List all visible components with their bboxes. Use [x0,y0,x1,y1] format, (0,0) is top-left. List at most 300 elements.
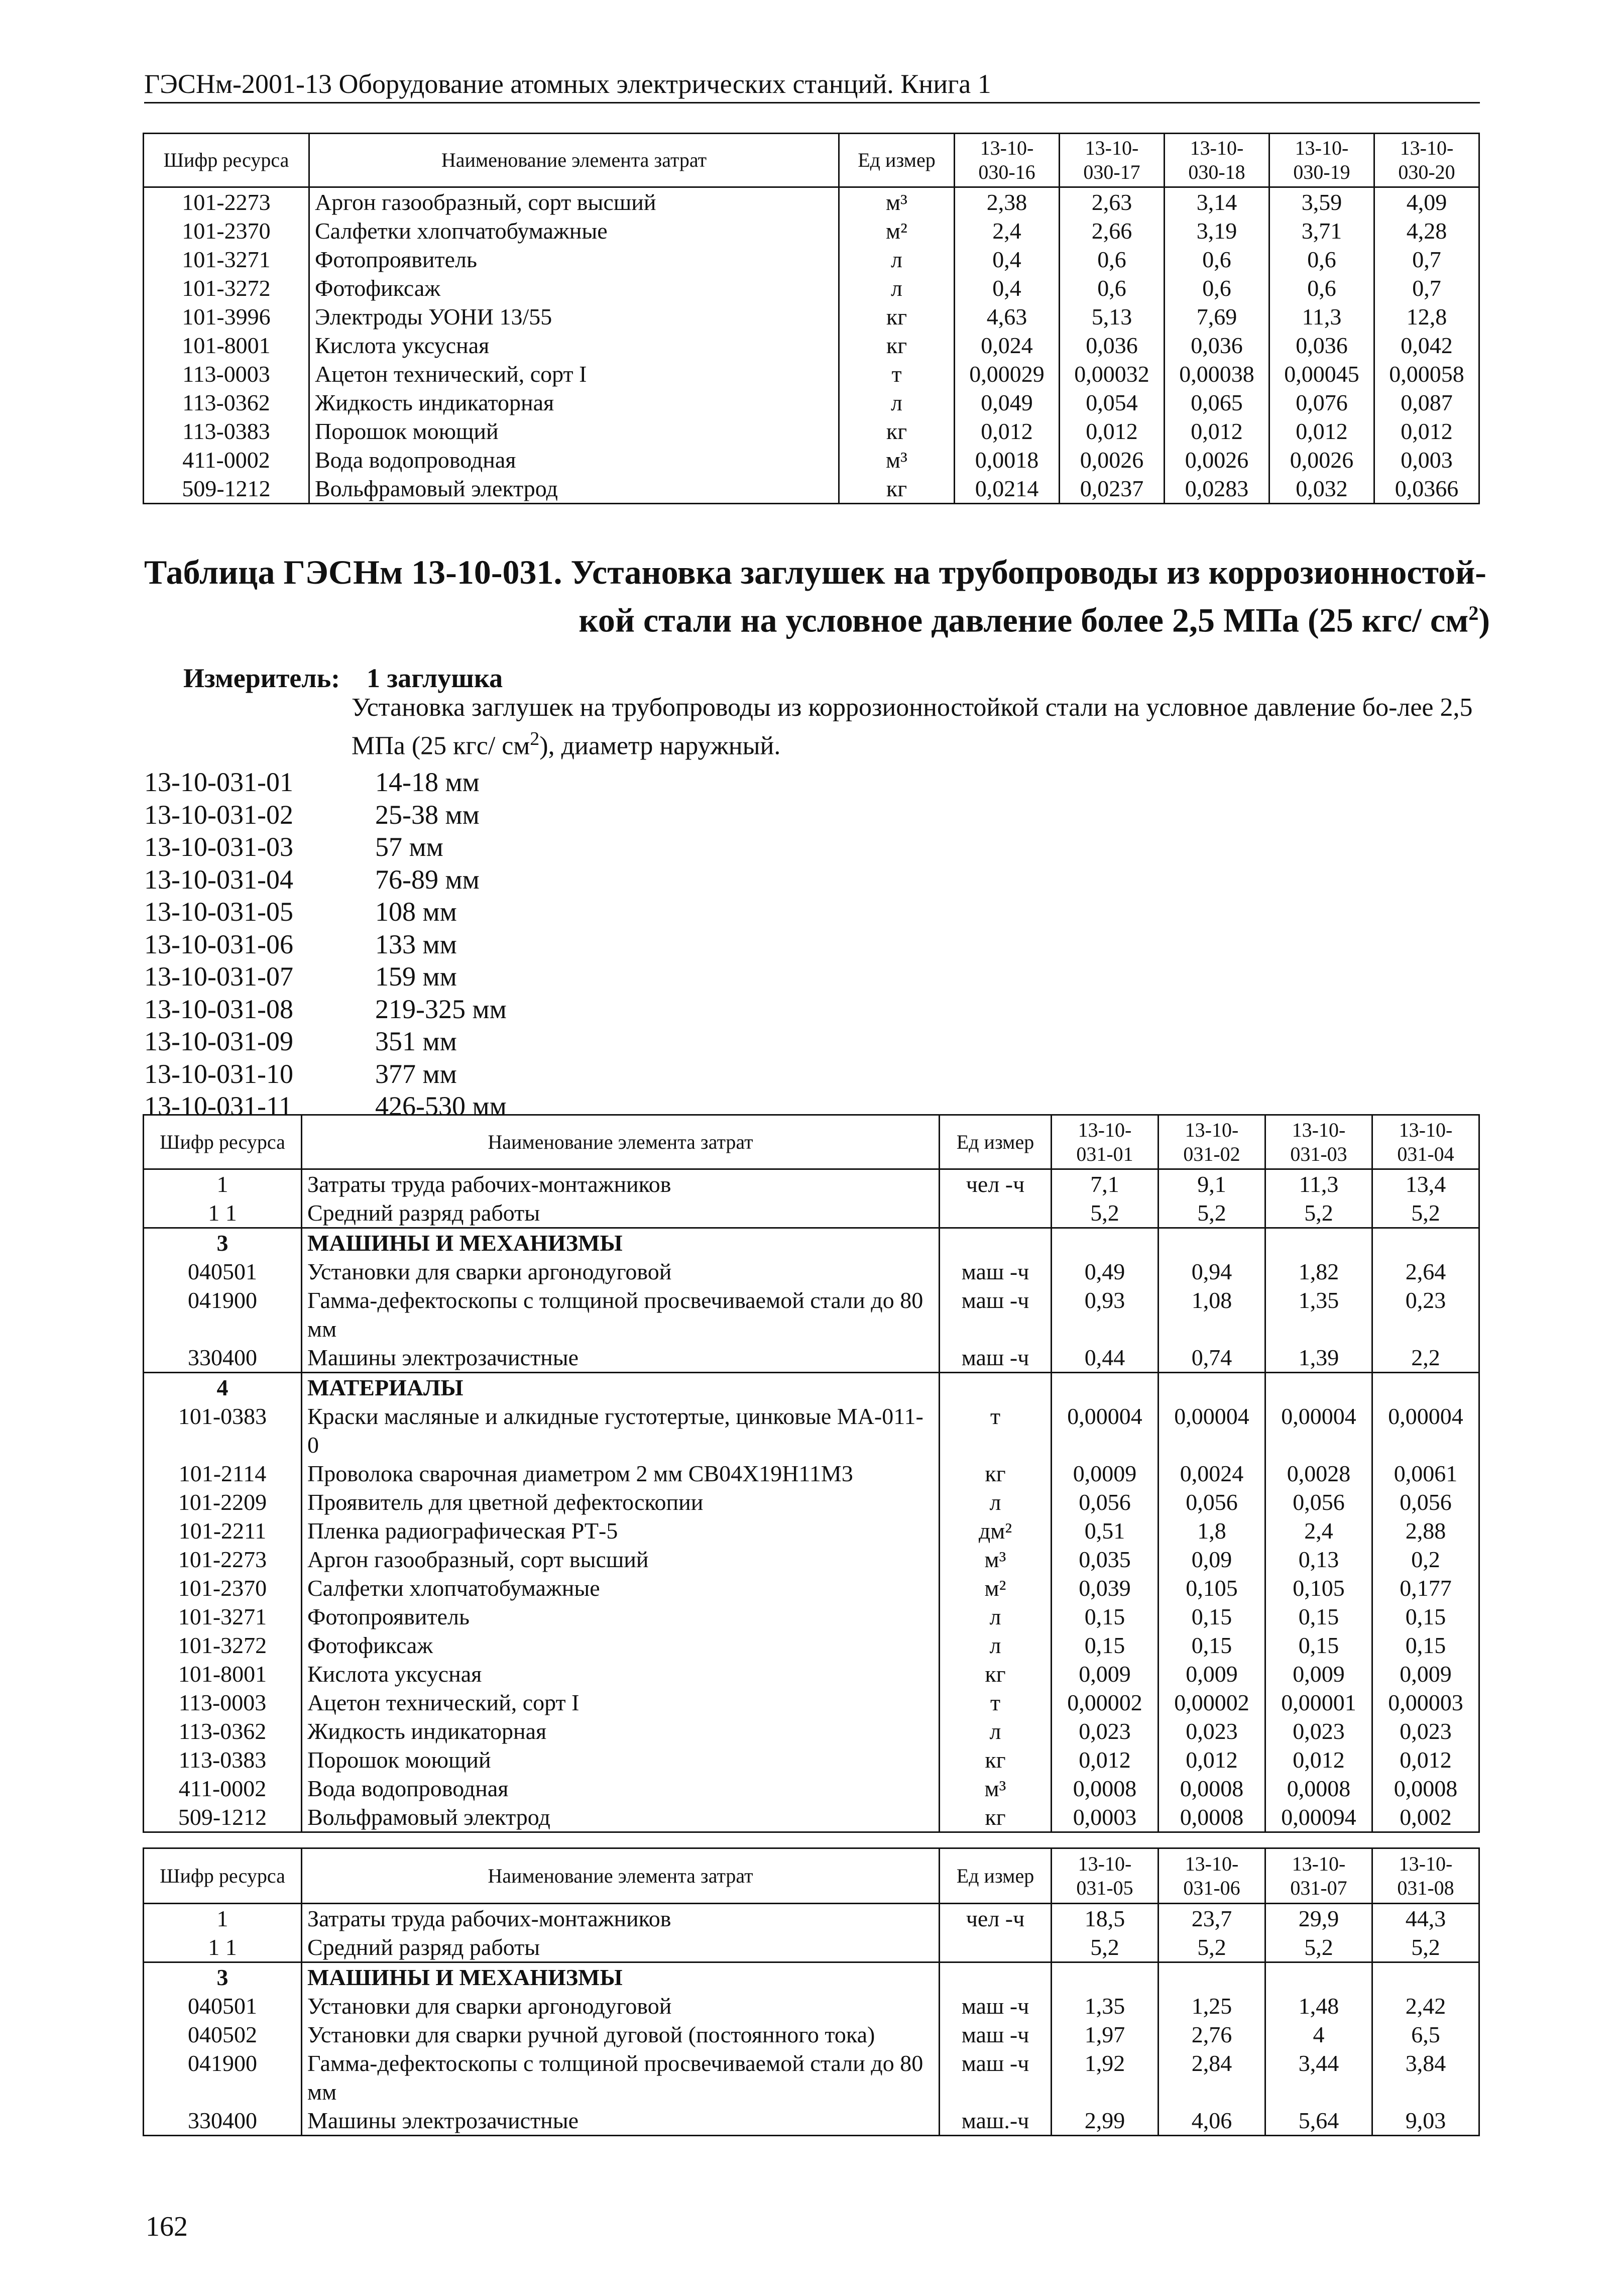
resource-value: 0,15 [1052,1631,1159,1660]
resource-value: 0,0237 [1060,474,1165,504]
resource-value: 0,012 [1372,1745,1479,1774]
resource-value: 4,63 [955,302,1060,331]
variant-item [144,1058,507,1090]
header-col: 13-10- 031-04 [1372,1115,1479,1169]
resource-name: Кислота уксусная [309,331,839,360]
resource-value: 0,012 [1159,1745,1265,1774]
resource-value: 0,009 [1265,1660,1372,1688]
resource-code: 113-0003 [144,360,309,388]
resource-value: 0,023 [1159,1717,1265,1745]
resource-name: Вода водопроводная [302,1774,940,1803]
resource-value: 0,042 [1374,331,1479,360]
resource-name: Вольфрамовый электрод [302,1803,940,1832]
table-row [144,474,1479,504]
resource-value: 5,2 [1372,1198,1479,1228]
resource-value: 0,039 [1052,1574,1159,1602]
variant-size: 14-18 мм [375,767,480,797]
table-row [144,417,1479,446]
measurement-superscript: 2 [530,728,540,749]
resource-unit: чел -ч [940,1169,1052,1199]
resource-code: 411-0002 [144,446,309,474]
resource-name: Аргон газообразный, сорт высший [302,1545,940,1574]
table-row [144,331,1479,360]
resource-unit [940,1962,1052,1992]
resource-name: Установки для сварки аргонодуговой [302,1257,940,1286]
resource-unit: маш -ч [940,1286,1052,1343]
resource-value: 23,7 [1159,1904,1265,1933]
resource-value: 6,5 [1372,2020,1479,2049]
table-row [144,1459,1479,1488]
header-col: 13-10- 030-20 [1374,134,1479,187]
resource-value: 0,00004 [1052,1402,1159,1459]
table-row [144,1688,1479,1717]
resource-value: 13,4 [1372,1169,1479,1199]
resource-unit: кг [839,417,955,446]
resource-value: 0,002 [1372,1803,1479,1832]
resource-code: 101-2273 [144,187,309,217]
resource-value: 0,056 [1052,1488,1159,1516]
resource-unit: дм² [940,1516,1052,1545]
resource-value: 0,012 [1265,1745,1372,1774]
resource-value: 0,00032 [1060,360,1165,388]
resource-value: 2,88 [1372,1516,1479,1545]
variant-code: 13-10-031-03 [144,832,293,862]
table-title-line-2 [144,593,1490,641]
resource-code: 101-3271 [144,1602,302,1631]
variant-item [144,896,507,928]
resource-unit: л [940,1631,1052,1660]
resource-value: 1,35 [1052,1992,1159,2020]
resource-value: 0,0024 [1159,1459,1265,1488]
resource-code: 1 [144,1169,302,1199]
table-row [144,1545,1479,1574]
resource-value: 2,38 [955,187,1060,217]
table-row [144,1402,1479,1459]
resource-code: 411-0002 [144,1774,302,1803]
resource-unit: кг [940,1745,1052,1774]
table-row [144,1992,1479,2020]
variant-size: 351 мм [375,1026,457,1056]
resource-value: 0,23 [1372,1286,1479,1343]
resource-code: 101-2209 [144,1488,302,1516]
table-row [144,360,1479,388]
table-row [144,1373,1479,1402]
table-row [144,1516,1479,1545]
resource-value: 1,97 [1052,2020,1159,2049]
resource-value: 0,0008 [1265,1774,1372,1803]
resource-value: 0,15 [1372,1602,1479,1631]
resource-value: 0,076 [1269,388,1374,417]
variant-item [144,993,507,1026]
variant-item [144,831,507,863]
resource-value: 2,4 [955,216,1060,245]
resource-unit: чел -ч [940,1904,1052,1933]
resource-value: 1,82 [1265,1257,1372,1286]
resource-name: Электроды УОНИ 13/55 [309,302,839,331]
resource-value: 0,4 [955,274,1060,302]
table-title-line-2-text: кой стали на условное давление более 2,5 МПа (25 кгс/ см [578,601,1469,639]
variant-code: 13-10-031-04 [144,864,293,895]
resource-value [1159,1228,1265,1258]
resource-value: 0,023 [1372,1717,1479,1745]
resource-value: 5,2 [1159,1933,1265,1962]
resource-value: 0,024 [955,331,1060,360]
resource-value: 0,0283 [1165,474,1269,504]
header-col: 13-10- 031-02 [1159,1115,1265,1169]
resource-value: 0,00004 [1159,1402,1265,1459]
resource-unit: маш -ч [940,2020,1052,2049]
resource-unit: маш.-ч [940,2106,1052,2136]
resource-value: 0,00004 [1372,1402,1479,1459]
resource-code: 113-0003 [144,1688,302,1717]
resource-unit [940,1198,1052,1228]
variant-item [144,1025,507,1058]
header-col: 13-10- 030-16 [955,134,1060,187]
table-title-line-2-close: ) [1478,601,1490,639]
resource-value: 0,49 [1052,1257,1159,1286]
resource-code: 101-3272 [144,274,309,302]
resource-name: МАШИНЫ И МЕХАНИЗМЫ [302,1962,940,1992]
resource-value: 0,0028 [1265,1459,1372,1488]
resource-code: 1 1 [144,1198,302,1228]
resource-value: 0,00029 [955,360,1060,388]
resource-value [1159,1373,1265,1402]
header-code: Шифр ресурса [144,1115,302,1169]
resource-value [1265,1228,1372,1258]
resource-unit: л [940,1488,1052,1516]
resource-code: 113-0362 [144,388,309,417]
resource-value: 5,13 [1060,302,1165,331]
resource-name: Ацетон технический, сорт I [309,360,839,388]
resource-value: 0,036 [1060,331,1165,360]
resource-value: 0,009 [1372,1660,1479,1688]
variant-code: 13-10-031-06 [144,929,293,959]
resource-unit: кг [940,1660,1052,1688]
table-row [144,1774,1479,1803]
resource-unit: л [839,245,955,274]
resource-code: 040501 [144,1992,302,2020]
resource-value: 18,5 [1052,1904,1159,1933]
resource-value: 2,76 [1159,2020,1265,2049]
variant-item [144,863,507,896]
resource-value: 3,71 [1269,216,1374,245]
resource-value: 0,105 [1159,1574,1265,1602]
variant-size: 108 мм [375,897,457,927]
resource-value: 5,2 [1265,1198,1372,1228]
variant-size: 25-38 мм [375,799,480,830]
measurement-description [352,692,1481,761]
resource-value: 0,15 [1265,1602,1372,1631]
resource-value [1265,1373,1372,1402]
resource-value: 0,056 [1159,1488,1265,1516]
resource-value: 29,9 [1265,1904,1372,1933]
resource-name: Порошок моющий [302,1745,940,1774]
resource-unit: т [940,1402,1052,1459]
resource-value: 0,09 [1159,1545,1265,1574]
resource-value: 0,035 [1052,1545,1159,1574]
resource-value: 0,012 [1269,417,1374,446]
resource-value [1052,1962,1159,1992]
resource-value: 0,00094 [1265,1803,1372,1832]
resource-code: 330400 [144,2106,302,2136]
resource-value: 5,2 [1265,1933,1372,1962]
resource-value: 44,3 [1372,1904,1479,1933]
resource-unit: т [839,360,955,388]
resource-value [1372,1962,1479,1992]
variant-list [144,766,507,1123]
resource-unit: маш -ч [940,2049,1052,2106]
resource-code: 509-1212 [144,474,309,504]
resource-value: 0,00045 [1269,360,1374,388]
resource-value: 0,00002 [1159,1688,1265,1717]
resource-value: 3,19 [1165,216,1269,245]
resource-value: 0,009 [1052,1660,1159,1688]
table-row [144,1803,1479,1832]
resource-value: 0,15 [1159,1631,1265,1660]
resource-value: 0,105 [1265,1574,1372,1602]
resource-code: 101-2273 [144,1545,302,1574]
resource-value: 0,0366 [1374,474,1479,504]
variant-size: 76-89 мм [375,864,480,895]
table-title-line-1: Таблица ГЭСНм 13-10-031. Установка заглушек на трубопроводы из коррозионностой- [144,553,1486,591]
resource-unit: кг [839,331,955,360]
resource-table-030 [143,133,1480,504]
page-number: 162 [146,2211,188,2242]
resource-value: 0,44 [1052,1343,1159,1373]
header-col: 13-10- 031-07 [1265,1848,1372,1904]
table-row [144,1228,1479,1258]
resource-value: 0,012 [1374,417,1479,446]
variant-item [144,766,507,799]
resource-code: 101-3272 [144,1631,302,1660]
table-row [144,1169,1479,1199]
resource-value: 0,51 [1052,1516,1159,1545]
resource-code: 101-2370 [144,1574,302,1602]
resource-value: 7,1 [1052,1169,1159,1199]
variant-size: 219-325 мм [375,994,507,1024]
resource-value: 0,13 [1265,1545,1372,1574]
resource-value: 2,64 [1372,1257,1479,1286]
resource-value: 0,0061 [1372,1459,1479,1488]
resource-value: 0,7 [1374,245,1479,274]
resource-name: Средний разряд работы [302,1933,940,1962]
resource-code: 1 1 [144,1933,302,1962]
resource-value: 4,06 [1159,2106,1265,2136]
resource-name: Жидкость индикаторная [309,388,839,417]
resource-value: 3,14 [1165,187,1269,217]
resource-unit: маш -ч [940,1343,1052,1373]
header-col: 13-10- 030-19 [1269,134,1374,187]
resource-value [1052,1228,1159,1258]
table-row [144,1198,1479,1228]
resource-value: 5,64 [1265,2106,1372,2136]
resource-code: 101-8001 [144,1660,302,1688]
resource-name: Кислота уксусная [302,1660,940,1688]
measurement-description-end: ), диаметр наружный. [539,731,781,760]
table-row [144,1343,1479,1373]
table-row [144,1488,1479,1516]
table-row [144,1257,1479,1286]
resource-value: 0,0214 [955,474,1060,504]
table-row [144,1904,1479,1933]
resource-value: 0,023 [1265,1717,1372,1745]
resource-name: Затраты труда рабочих-монтажников [302,1904,940,1933]
variant-size: 159 мм [375,961,457,992]
resource-name: Машины электрозачистные [302,1343,940,1373]
resource-value: 0,6 [1269,274,1374,302]
resource-value: 0,012 [1165,417,1269,446]
resource-table-031-b [143,1847,1480,2136]
resource-name: Проволока сварочная диаметром 2 мм СВ04Х19Н11М3 [302,1459,940,1488]
variant-size: 377 мм [375,1058,457,1089]
header-name: Наименование элемента затрат [302,1115,940,1169]
resource-value: 0,7 [1374,274,1479,302]
table-row [144,388,1479,417]
resource-value [1265,1962,1372,1992]
resource-value [1052,1373,1159,1402]
resource-unit: м³ [839,446,955,474]
resource-name: МАШИНЫ И МЕХАНИЗМЫ [302,1228,940,1258]
table-title [144,552,1490,641]
table-row [144,302,1479,331]
resource-value: 5,2 [1052,1198,1159,1228]
resource-value: 0,0026 [1269,446,1374,474]
resource-unit: л [940,1602,1052,1631]
header-name: Наименование элемента затрат [309,134,839,187]
resource-name: Порошок моющий [309,417,839,446]
measurement-label: Измеритель: [183,663,340,693]
resource-name: Средний разряд работы [302,1198,940,1228]
resource-value: 0,15 [1159,1602,1265,1631]
resource-value: 3,44 [1265,2049,1372,2106]
resource-value: 2,2 [1372,1343,1479,1373]
resource-value: 0,065 [1165,388,1269,417]
resource-value: 5,2 [1159,1198,1265,1228]
resource-value: 4,09 [1374,187,1479,217]
resource-value [1372,1373,1479,1402]
variant-code: 13-10-031-11 [144,1091,292,1121]
resource-unit: л [839,388,955,417]
resource-name: Гамма-дефектоскопы с толщиной просвечиваемой стали до 80 мм [302,2049,940,2106]
table-row [144,216,1479,245]
table-row [144,1602,1479,1631]
resource-name: МАТЕРИАЛЫ [302,1373,940,1402]
variant-code: 13-10-031-01 [144,767,293,797]
resource-value: 2,66 [1060,216,1165,245]
resource-code: 040501 [144,1257,302,1286]
resource-name: Установки для сварки аргонодуговой [302,1992,940,2020]
resource-unit: м³ [940,1545,1052,1574]
resource-value: 0,056 [1265,1488,1372,1516]
resource-code: 1 [144,1904,302,1933]
variant-item [144,928,507,961]
resource-name: Ацетон технический, сорт I [302,1688,940,1717]
resource-value: 1,35 [1265,1286,1372,1343]
resource-name: Салфетки хлопчатобумажные [309,216,839,245]
resource-name: Вольфрамовый электрод [309,474,839,504]
resource-value: 0,036 [1165,331,1269,360]
resource-value: 0,0008 [1159,1774,1265,1803]
resource-unit: м³ [940,1774,1052,1803]
resource-value: 0,0026 [1165,446,1269,474]
resource-name: Фотопроявитель [302,1602,940,1631]
table-row [144,274,1479,302]
table-row [144,1574,1479,1602]
resource-value: 0,023 [1052,1717,1159,1745]
table-row [144,1717,1479,1745]
variant-size: 133 мм [375,929,457,959]
resource-value: 0,6 [1165,245,1269,274]
resource-value: 0,00058 [1374,360,1479,388]
resource-value: 0,049 [955,388,1060,417]
resource-unit: м² [839,216,955,245]
table-row [144,1933,1479,1962]
resource-value: 0,032 [1269,474,1374,504]
resource-value: 1,39 [1265,1343,1372,1373]
resource-value: 0,2 [1372,1545,1479,1574]
resource-value: 0,4 [955,245,1060,274]
resource-name: Фотофиксаж [309,274,839,302]
resource-value: 0,054 [1060,388,1165,417]
resource-code: 040502 [144,2020,302,2049]
resource-unit: м³ [839,187,955,217]
resource-value [1159,1962,1265,1992]
resource-value: 0,056 [1372,1488,1479,1516]
resource-code: 113-0383 [144,1745,302,1774]
resource-value: 12,8 [1374,302,1479,331]
resource-value: 7,69 [1165,302,1269,331]
resource-value: 0,93 [1052,1286,1159,1343]
table-row [144,1745,1479,1774]
measurement-value: 1 заглушка [367,663,503,693]
resource-code: 4 [144,1373,302,1402]
resource-unit: маш -ч [940,1992,1052,2020]
resource-value: 0,6 [1060,274,1165,302]
resource-name: Гамма-дефектоскопы с толщиной просвечиваемой стали до 80 мм [302,1286,940,1343]
variant-item [144,960,507,993]
header-col: 13-10- 030-18 [1165,134,1269,187]
resource-value: 2,84 [1159,2049,1265,2106]
resource-value: 0,0008 [1159,1803,1265,1832]
resource-code: 101-3996 [144,302,309,331]
resource-value: 0,0008 [1372,1774,1479,1803]
variant-size: 426-530 мм [375,1091,507,1121]
resource-value: 5,2 [1372,1933,1479,1962]
header-unit: Ед измер [940,1115,1052,1169]
resource-value: 0,6 [1165,274,1269,302]
resource-unit: маш -ч [940,1257,1052,1286]
resource-name: Аргон газообразный, сорт высший [309,187,839,217]
resource-value: 0,003 [1374,446,1479,474]
resource-value: 2,99 [1052,2106,1159,2136]
resource-code: 101-0383 [144,1402,302,1459]
resource-value: 0,012 [1060,417,1165,446]
variant-code: 13-10-031-09 [144,1026,293,1056]
resource-value: 3,59 [1269,187,1374,217]
resource-name: Затраты труда рабочих-монтажников [302,1169,940,1199]
resource-name: Машины электрозачистные [302,2106,940,2136]
header-name: Наименование элемента затрат [302,1848,940,1904]
table-row [144,1286,1479,1343]
resource-unit [940,1228,1052,1258]
header-code: Шифр ресурса [144,134,309,187]
resource-name: Проявитель для цветной дефектоскопии [302,1488,940,1516]
variant-code: 13-10-031-02 [144,799,293,830]
resource-value: 0,00038 [1165,360,1269,388]
resource-code: 101-2370 [144,216,309,245]
resource-value: 1,92 [1052,2049,1159,2106]
header-unit: Ед измер [839,134,955,187]
